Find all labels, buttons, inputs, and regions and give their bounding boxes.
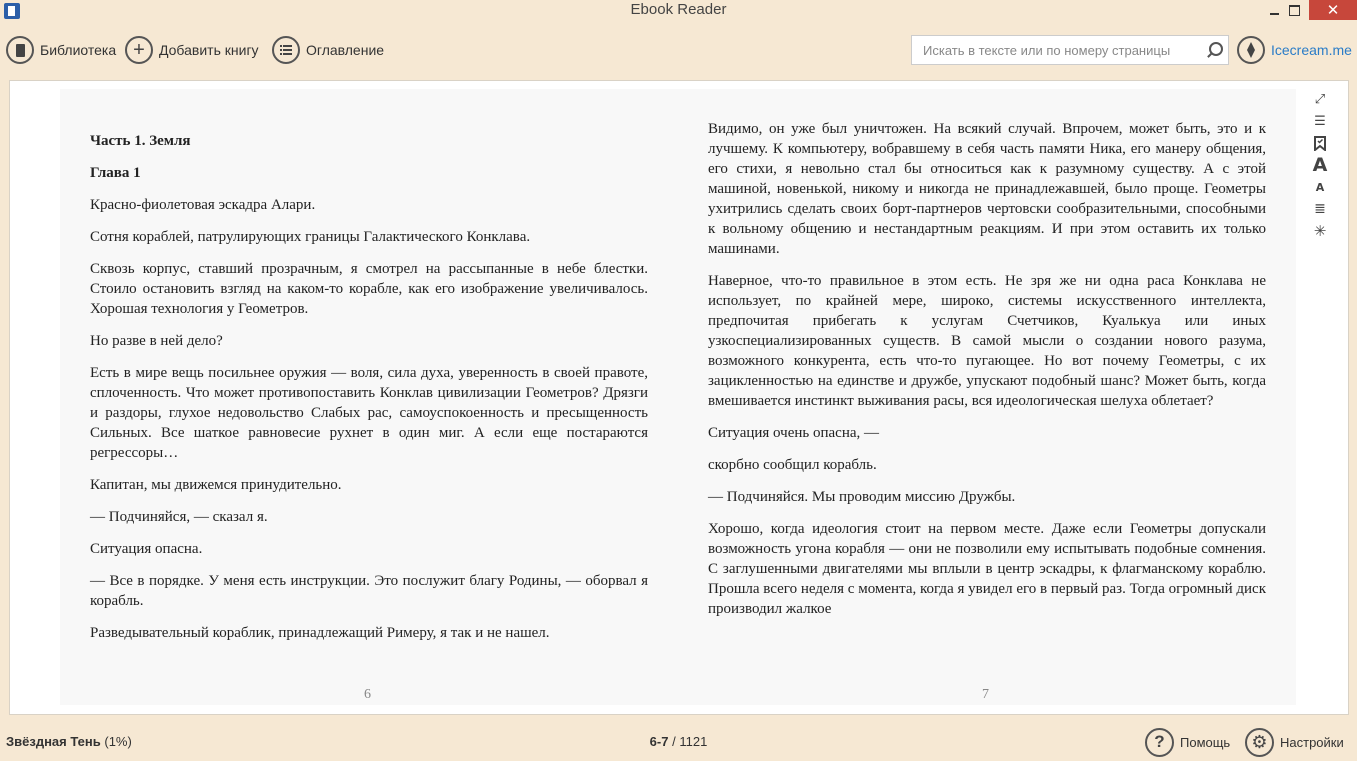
paragraph: — Подчиняйся, — сказал я. [90,509,268,525]
contents-icon[interactable]: ☰ [1314,113,1326,129]
fullscreen-icon[interactable]: ⤢ [1314,91,1326,107]
paragraph: Ситуация опасна. [90,541,203,557]
total-pages: 1121 [679,734,708,749]
paragraph: Но разве в ней дело? [90,333,223,349]
title-bar [0,0,1357,22]
restore-icon[interactable] [1281,0,1307,20]
paragraph: Капитан, мы движемся принудительно. [90,477,342,493]
brand-logo-icon [1237,36,1265,64]
part-heading: Часть 1. Земля [90,133,191,149]
paragraph: Сквозь корпус, ставший прозрачным, я смотрел на рассыпанные в небе блестки. Стоило остановить взгляд на каком-то корабле, как его изображение увеличивалось. Хорошая технология у Геометров. [90,261,648,317]
window-title: Ebook Reader [630,1,727,18]
paragraph: — Подчиняйся. Мы проводим миссию Дружбы. [708,489,1016,505]
library-icon [6,36,34,64]
paragraph: скорбно сообщил корабль. [708,457,877,473]
settings-label: Настройки [1280,734,1344,750]
search-icon[interactable] [1202,37,1228,63]
toc-label: Оглавление [306,42,385,58]
add-book-label: Добавить книгу [159,42,259,58]
brand-link[interactable] [1237,34,1352,66]
left-page-number: 6 [364,687,371,702]
side-tools [1310,89,1332,243]
paragraph: Ситуация очень опасна, — [708,425,880,441]
search-input[interactable] [912,37,1202,63]
paragraph: Хорошо, когда идеология стоит на первом месте. Даже если Геометры допускали возможность угона корабля — они не позволили ему испытывать подобные сомнения. С заглушенными двигателями мы вплыли в центр эскадры, к флагманскому кораблю. Прошла всего неделя с момента, когда я увидел его в первый раз. Тогда огромный диск производил жалкое [708,521,1266,617]
add-book-button[interactable] [125,34,259,66]
paragraph: Разведывательный кораблик, принадлежащий Римеру, я так и не нашел. [90,625,550,641]
settings-button[interactable] [1245,726,1344,758]
right-page [708,119,1266,631]
status-bar [0,722,1357,761]
plus-icon: + [125,36,153,64]
book-title: Звёздная Тень [6,734,101,749]
font-decrease-icon[interactable]: A [1315,180,1325,194]
text-align-icon[interactable]: ≣ [1314,201,1326,217]
left-page [90,131,648,655]
gear-icon: ⚙ [1245,728,1274,757]
list-icon [272,36,300,64]
library-button[interactable] [6,34,116,66]
close-icon[interactable]: ✕ [1309,0,1357,20]
toolbar [0,30,1357,70]
brightness-icon[interactable]: ✳ [1313,222,1327,240]
paragraph: Наверное, что-то правильное в этом есть. Не зря же ни одна раса Конклава не использует, по крайней мере, широко, системы искусственного интеллекта, предпочитая прибегать к услугам Счетчиков, Куалькуа или иных узкоспециализированных существ. В самой мысли о создании нового разума, возможного конкурента, есть что-то пугающее. Но вот почему Геометры, с их зацикленностью на единстве и дружбе, упускают подобный шанс? Может быть, когда вмешивается инстинкт выживания расы, вся идеологическая шелуха облетает? [708,273,1266,409]
book-spread [60,89,1296,705]
paragraph: Сотня кораблей, патрулирующих границы Галактического Конклава. [90,229,531,245]
help-label: Помощь [1180,734,1231,750]
reader-frame [9,80,1349,715]
paragraph: — Все в порядке. У меня есть инструкции. Это послужит благу Родины, — оборвал я корабль. [90,573,648,609]
help-icon: ? [1145,728,1174,757]
font-increase-icon[interactable]: A [1312,154,1328,176]
help-button[interactable] [1145,726,1230,758]
paragraph: Есть в мире вещь посильнее оружия — воля, сила духа, уверенность в своей правоте, сплоченность. Что может противопоставить Конклав цивилизации Геометров? Дрязги и раздоры, глухое недовольство Слабых рас, самоуспокоенность и пресыщенность Сильных. Все шаткое равновесие рухнет в один миг. А если еще постараются регрессоры… [90,365,648,461]
current-pages: 6-7 [649,734,669,749]
paragraph: Видимо, он уже был уничтожен. На всякий случай. Впрочем, может быть, это и к лучшему. К компьютеру, вобравшему в себя часть памяти Ника, его манеру общения, его стихи, я невольно стал бы относиться как к разумному существу. А с этой машиной, новенькой, никому и никогда не принадлежавшей, было проще. Геометры ухитрились сделать своих борт-партнеров чертовски сообразительными, способными к вольному общению и нестандартным реакциям. И при этом оставить их только машинами. [708,121,1266,257]
book-progress: (1%) [104,734,132,749]
library-label: Библиотека [40,42,117,58]
chapter-heading: Глава 1 [90,165,141,181]
toc-button[interactable] [272,34,384,66]
right-page-number: 7 [982,687,989,702]
page-separator: / [672,734,676,749]
search-box [911,35,1229,65]
bookmark-icon[interactable] [1310,133,1330,153]
paragraph: Красно-фиолетовая эскадра Алари. [90,197,316,213]
brand-label: Icecream.me [1271,42,1352,58]
